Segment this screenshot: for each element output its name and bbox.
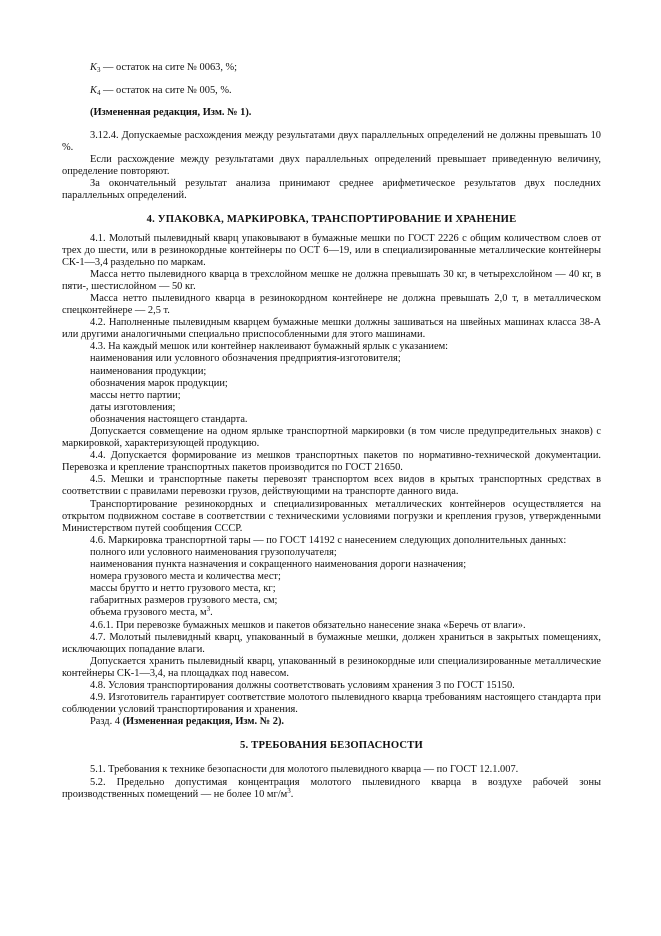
- paragraph-5-1: 5.1. Требования к технике безопасности для молотого пылевидного кварца — по ГОСТ 12.1.007.: [90, 764, 519, 776]
- list-item: объема грузового места, $м^3$.: [90, 605, 213, 619]
- k3-definition: [62, 62, 601, 74]
- paragraph-4-1-bags-mass: Масса нетто пылевидного кварца в трехслойном мешке не должна превышать 30 кг, в четырехслойном — 40 кг, в пяти-, шестислойном — 50 кг.: [62, 268, 601, 292]
- list-item: полного или условного наименования грузополучателя;: [90, 546, 337, 558]
- list-item: номера грузового места и количества мест;: [90, 571, 281, 583]
- paragraph-4-6-1: 4.6.1. При перевозке бумажных мешков и пакетов обязательно нанесение знака «Беречь от влаги».: [90, 619, 526, 631]
- list-item: даты изготовления;: [90, 401, 176, 413]
- paragraph-4-7-containers: Допускается хранить пылевидный кварц, упакованный в резинокордные или специализированные металлические контейнеры СК-1—3,4, на площадках под навесом.: [62, 655, 601, 679]
- list-item: обозначения настоящего стандарта.: [90, 413, 248, 425]
- paragraph-4-6: 4.6. Маркировка транспортной тары — по ГОСТ 14192 с нанесением следующих дополнительных данных:: [90, 534, 567, 546]
- k4-definition: [62, 85, 601, 97]
- paragraph-4-3: 4.3. На каждый мешок или контейнер наклеивают бумажный ярлык с указанием:: [90, 341, 449, 353]
- paragraph-4-9: 4.9. Изготовитель гарантирует соответствие молотого пылевидного кварца требованиям настоящего стандарта при соблюдении условий транспортирования и хранения.: [62, 692, 601, 716]
- list-item: габаритных размеров грузового места, см;: [90, 595, 278, 607]
- k4-subscript: 4: [96, 88, 101, 97]
- paragraph-4-5: 4.5. Мешки и транспортные пакеты перевозят транспортом всех видов в крытых транспортных средствах в соответствии с правилами перевозки грузов, действующими на транспорте данного вида.: [62, 474, 601, 498]
- paragraph-4-7: 4.7. Молотый пылевидный кварц, упакованный в бумажные мешки, должен храниться в закрытых помещениях, исключающих попадание влаги.: [62, 631, 601, 655]
- paragraph-4-8: 4.8. Условия транспортирования должны соответствовать условиям хранения 3 по ГОСТ 15150.: [90, 679, 515, 691]
- k3-subscript: 3: [96, 66, 101, 75]
- k4-text: — остаток на сите № 005, %.: [100, 84, 232, 96]
- list-item: обозначения марок продукции;: [90, 377, 228, 389]
- list-item: наименования или условного обозначения предприятия-изготовителя;: [90, 353, 401, 365]
- list-item: наименования пункта назначения и сокращенного наименования дороги назначения;: [90, 559, 467, 571]
- paragraph-4-1: 4.1. Молотый пылевидный кварц упаковывают в бумажные мешки по ГОСТ 2226 с общим количеством слоев от трех до шести, или в резинокордные контейнеры по ОСТ 6—19, или в специализированные металлические контейнеры СК-1—3,4 раздельно по маркам.: [62, 232, 601, 268]
- revision-note-1: (Измененная редакция, Изм. № 1).: [90, 107, 252, 119]
- paragraph-3-12-4-final: За окончательный результат анализа принимают среднее арифметическое результатов двух последних параллельных определений.: [62, 178, 601, 202]
- paragraph-3-12-4: 3.12.4. Допускаемые расхождения между результатами двух параллельных определений не должны превышать 10 %.: [62, 129, 601, 153]
- list-item: массы брутто и нетто грузового места, кг;: [90, 583, 276, 595]
- section-4-heading: 4. УПАКОВКА, МАРКИРОВКА, ТРАНСПОРТИРОВАНИЕ И ХРАНЕНИЕ: [146, 214, 517, 226]
- paragraph-3-12-4-repeat: Если расхождение между результатами двух параллельных определений превышает приведенную величину, определение повторяют.: [62, 154, 601, 178]
- list-item: массы нетто партии;: [90, 389, 181, 401]
- paragraph-5-2: 5.2. Предельно допустимая концентрация молотого пылевидного кварца в воздухе рабочей зоны производственных помещений — не более 10 $мг/м^3$.: [62, 776, 601, 800]
- paragraph-4-4: 4.4. Допускается формирование из мешков транспортных пакетов по нормативно-технической документации. Перевозка и крепление транспортных пакетов производится по ГОСТ 21650.: [62, 450, 601, 474]
- paragraph-4-3-combined-label: Допускается совмещение на одном ярлыке транспортной маркировки (в том числе предупредительных знаков) с маркировкой, характеризующей продукцию.: [62, 426, 601, 450]
- list-item: наименования продукции;: [90, 365, 207, 377]
- paragraph-4-1-container-mass: Масса нетто пылевидного кварца в резинокордном контейнере не должна превышать 2,0 т, в металлическом спецконтейнере — 2,5 т.: [62, 292, 601, 317]
- paragraph-4-2: 4.2. Наполненные пылевидным кварцем бумажные мешки должны зашиваться на швейных машинах класса 38-А или другими аналогичными специально приспособленными для этого машинами.: [62, 317, 601, 341]
- section-5-heading: 5. ТРЕБОВАНИЯ БЕЗОПАСНОСТИ: [239, 740, 423, 752]
- k4-symbol: K: [90, 84, 97, 96]
- k3-text: — остаток на сите № 0063, %;: [100, 62, 238, 74]
- document-page: [62, 52, 601, 801]
- paragraph-4-5-containers: Транспортирование резинокордных и специализированных металлических контейнеров осуществляется на открытом подвижном составе в соответствии с техническими условиями погрузки и крепления грузов, утвержденными Министерством путей сообщения СССР.: [62, 498, 601, 534]
- revision-note-2: Разд. 4 (Измененная редакция, Изм. № 2).: [90, 716, 284, 728]
- k3-symbol: K: [90, 62, 97, 74]
